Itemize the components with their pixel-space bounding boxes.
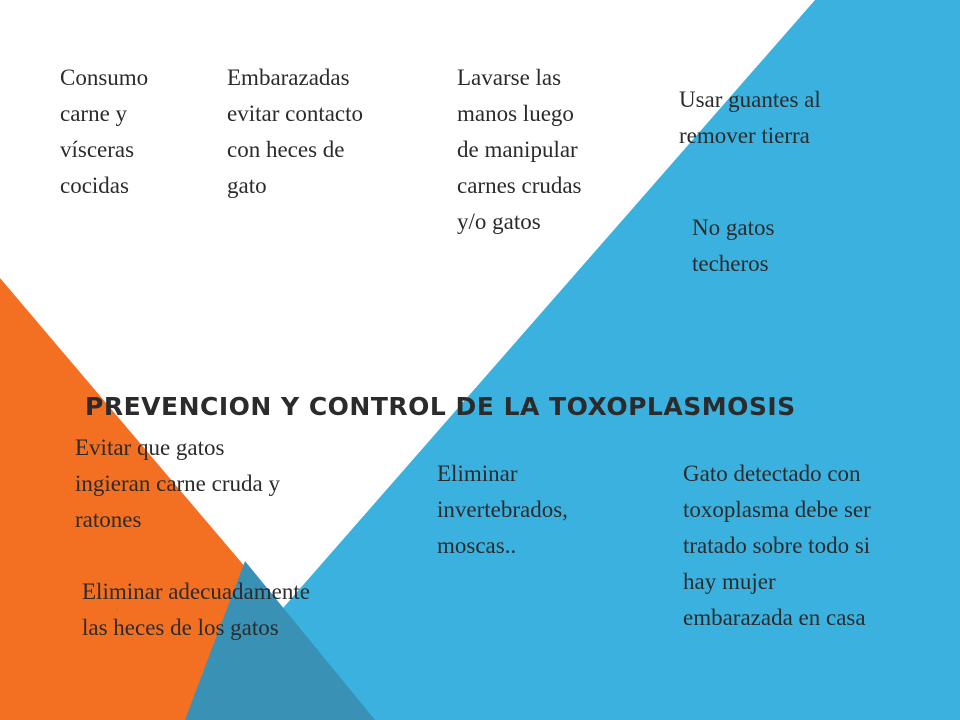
text-no-gatos-techeros: No gatos techeros: [692, 215, 775, 276]
text-embarazadas: Embarazadas evitar contacto con heces de gato: [227, 65, 364, 198]
text-gato-detectado: Gato detectado con toxoplasma debe ser tratado sobre todo si hay mujer embarazada en casa: [683, 461, 871, 630]
text-eliminar-heces: Eliminar adecuadamente las heces de los gatos: [82, 579, 310, 640]
text-usar-guantes: Usar guantes al remover tierra: [679, 87, 821, 148]
slide-title: PREVENCION Y CONTROL DE LA TOXOPLASMOSIS: [85, 392, 796, 421]
text-consumo-carne: Consumo carne y vísceras cocidas: [60, 65, 149, 198]
text-lavarse-manos: Lavarse las manos luego de manipular carnes crudas y/o gatos: [457, 65, 582, 234]
text-evitar-gatos: Evitar que gatos ingieran carne cruda y ratones: [75, 435, 280, 532]
text-eliminar-invertebrados: Eliminar invertebrados, moscas..: [437, 461, 568, 558]
